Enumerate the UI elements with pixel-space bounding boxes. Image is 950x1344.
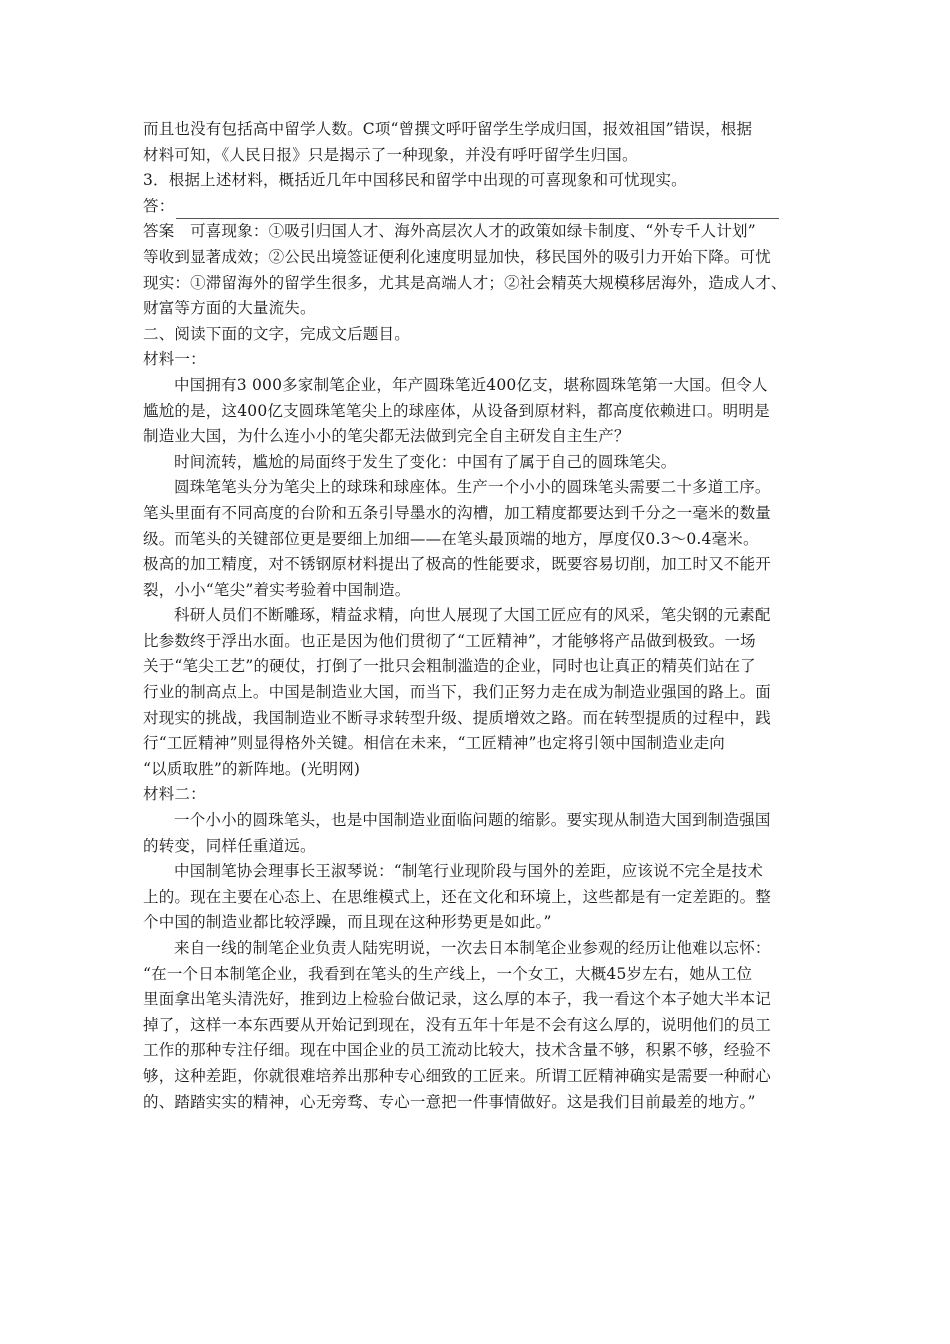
paragraph [143,859,823,936]
text-line: 尴尬的是，这400亿支圆珠笔笔尖上的球座体，从设备到原材料，都高度依赖进口。明明是 [143,401,770,420]
paragraph [143,347,823,373]
text-line: 科研人员们不断雕琢，精益求精，向世人展现了大国工匠应有的风采，笔尖钢的元素配 [174,606,771,625]
text-line: 二、阅读下面的文字，完成文后题目。 [143,324,410,343]
paragraph [143,808,823,859]
text-line: 制造业大国，为什么连小小的笔尖都无法做到完全自主研发自主生产？ [143,427,630,446]
text-line: 中国制笔协会理事长王淑琴说：“制笔行业现阶段与国外的差距，应该说不完全是技术 [174,862,764,881]
text-line: 对现实的挑战，我国制造业不断寻求转型升级、提质增效之路。而在转型提质的过程中，践 [143,708,772,727]
text-line: 极高的加工精度，对不锈钢原材料提出了极高的性能要求，既要容易切削，加工时又不能开 [143,555,772,574]
paragraph [143,322,823,348]
text-line: 个中国的制造业都比较浮躁，而且现在这种形势更是如此。” [143,913,552,932]
text-line: 笔头里面有不同高度的台阶和五条引导墨水的沟槽，加工精度都要达到千分之一毫米的数量 [143,503,772,522]
paragraph [143,936,823,1115]
text-line: 级。而笔头的关键部位更是要细上加细——在笔头最顶端的地方，厚度仅0.3～0.4毫米。 [143,529,759,548]
text-line: 一个小小的圆珠笔头，也是中国制造业面临问题的缩影。要实现从制造大国到制造强国 [174,811,771,830]
text-line: 上的。现在主要在心态上、在思维模式上，还在文化和环境上，这些都是有一定差距的。整 [143,887,772,906]
paragraph [143,194,823,220]
paragraph [143,475,823,603]
text-line: 时间流转，尴尬的局面终于发生了变化：中国有了属于自己的圆珠笔尖。 [174,452,677,471]
paragraph [143,450,823,476]
text-line: 比参数终于浮出水面。也正是因为他们贯彻了“工匠精神”，才能够将产品做到极致。一场 [143,631,756,650]
text-line: 的转变，同样任重道远。 [143,836,316,855]
text-line: 来自一线的制笔企业负责人陆宪明说，一次去日本制笔企业参观的经历让他难以忘怀： [174,939,771,957]
text-line: “以质取胜”的新阵地。(光明网) [143,759,361,778]
text-line: 等收到显著成效；②公民出境签证便利化速度明显加快，移民国外的吸引力开始下降。可忧 [143,247,772,266]
document-page [143,117,823,1115]
text-line: 中国拥有3 000多家制笔企业，年产圆珠笔近400亿支，堪称圆珠笔第一大国。但令人 [174,375,768,394]
paragraph [143,168,823,194]
paragraph [143,603,823,782]
paragraph [143,373,823,450]
text-line: 行业的制高点上。中国是制造业大国，而当下，我们正努力走在成为制造业强国的路上。面 [143,683,772,702]
answer-row [143,194,823,220]
text-line: 3．根据上述材料，概括近几年中国移民和留学中出现的可喜现象和可忧现实。 [143,171,687,190]
text-line: 工作的那种专注仔细。现在中国企业的员工流动比较大，技术含量不够，积累不够，经验不 [143,1041,772,1060]
text-line: “在一个日本制笔企业，我看到在笔头的生产线上，一个女工，大概45岁左右，她从工位 [143,964,753,983]
text-line: 现实：①滞留海外的留学生很多，尤其是高端人才；②社会精英大规模移居海外，造成人才、 [143,273,787,292]
text-line: 材料二： [143,785,206,804]
text-line: 里面拿出笔头清洗好，推到边上检验台做记录，这么厚的本子，我一看这个本子她大半本记 [143,990,772,1009]
text-line: 财富等方面的大量流失。 [143,299,316,318]
text-line: 的、踏踏实实的精神，心无旁骛、专心一意把一件事情做好。这是我们目前最差的地方。” [143,1092,756,1111]
text-line: 而且也没有包括高中留学人数。C项“曾撰文呼吁留学生学成归国，报效祖国”错误，根据 [143,120,753,138]
text-line: 答案 可喜现象：①吸引归国人才、海外高层次人才的政策如绿卡制度、“外专千人计划” [143,222,756,241]
text-line: 裂，小小“笔尖”着实考验着中国制造。 [143,580,411,599]
answer-label: 答： [143,196,175,215]
text-line: 行“工匠精神”则显得格外关键。相信在未来，“工匠精神”也定将引领中国制造业走向 [143,734,725,753]
text-line: 材料一： [143,350,206,369]
text-line: 圆珠笔笔头分为笔尖上的球珠和球座体。生产一个小小的圆珠笔头需要二十多道工序。 [174,478,771,497]
text-line: 掉了，这样一本东西要从开始记到现在，没有五年十年是不会有这么厚的，说明他们的员工 [143,1015,772,1034]
paragraph [143,782,823,808]
text-line: 够，这种差距，你就很难培养出那种专心细致的工匠来。所谓工匠精神确实是需要一种耐心 [143,1066,772,1085]
answer-blank-line[interactable] [176,201,779,219]
text-line: 关于“笔尖工艺”的硬仗，打倒了一批只会粗制滥造的企业，同时也让真正的精英们站在了 [143,657,756,676]
paragraph [143,117,823,168]
text-line: 材料可知，《人民日报》只是揭示了一种现象，并没有呼吁留学生归国。 [143,145,638,164]
paragraph [143,219,823,321]
